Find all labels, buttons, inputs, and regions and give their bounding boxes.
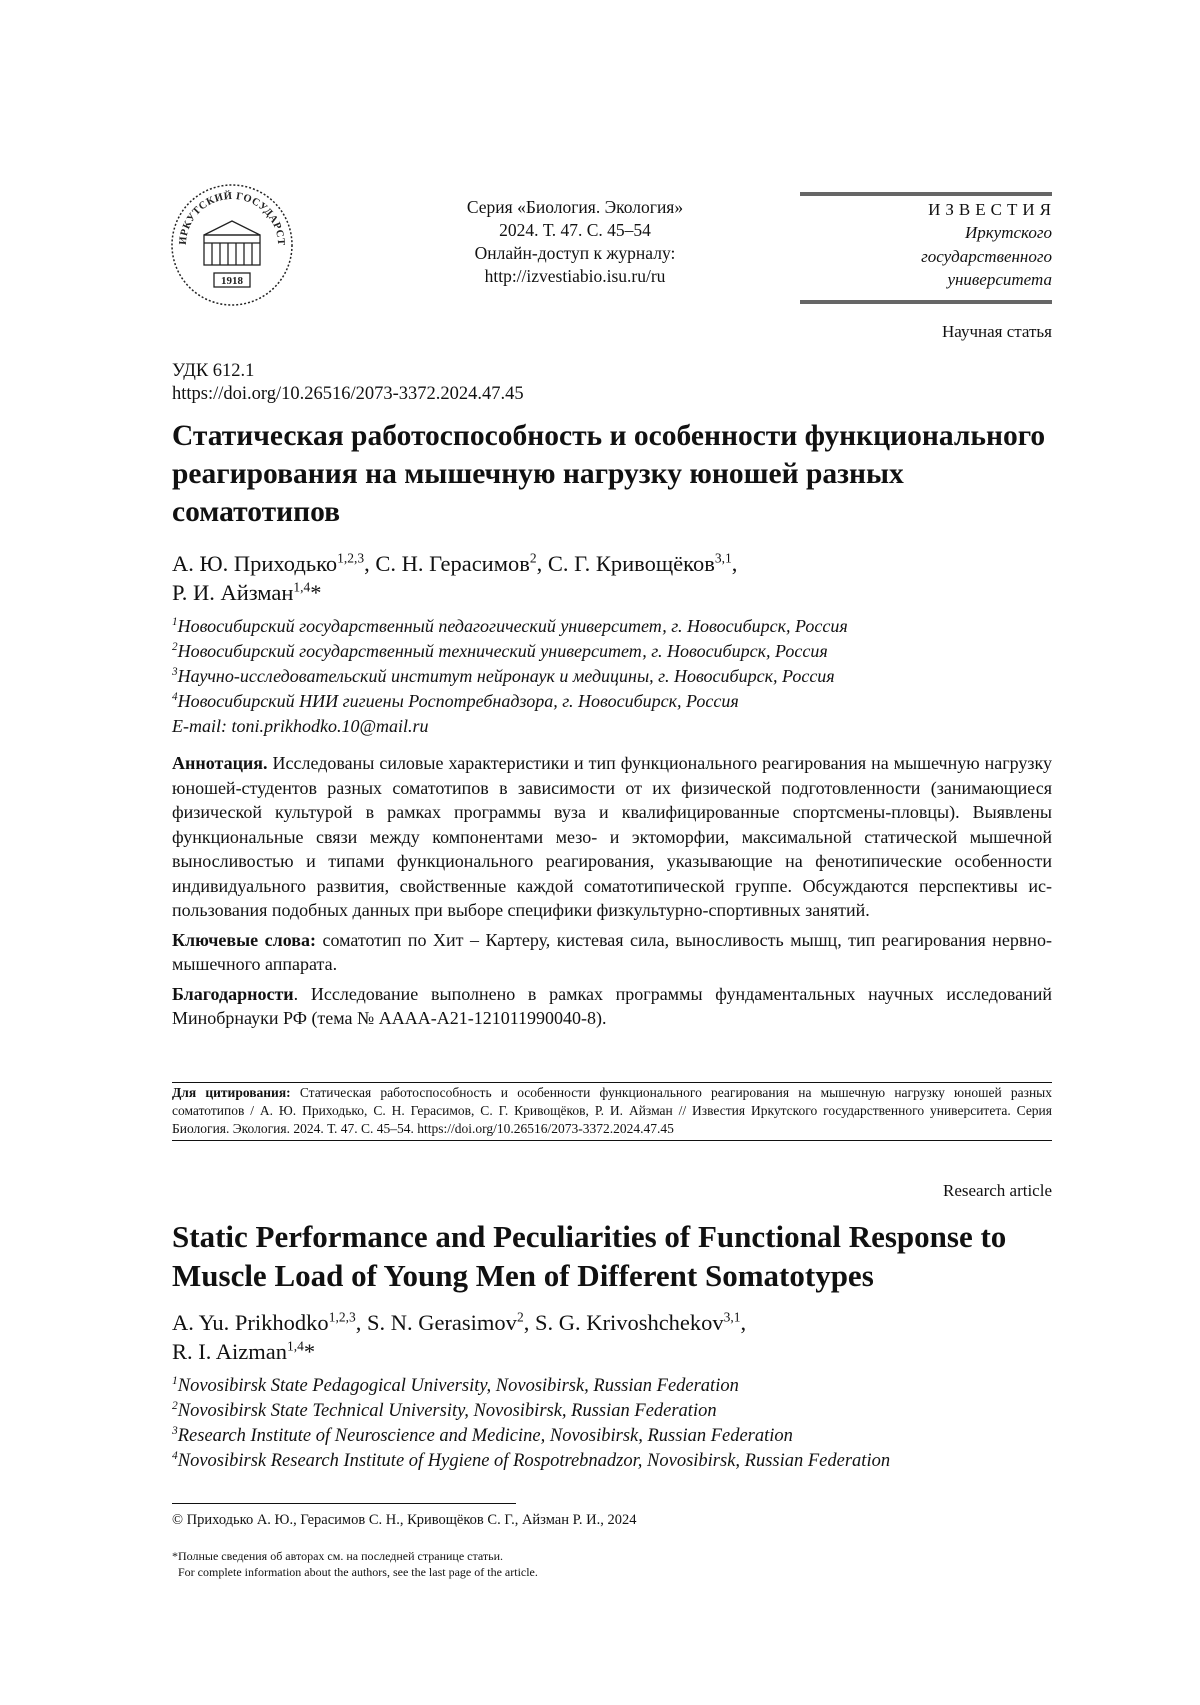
seal-arc-text: ИРКУТСКИЙ ГОСУДАРСТ bbox=[177, 190, 287, 247]
affiliation-number: 4 bbox=[172, 1449, 178, 1462]
contact-email[interactable]: E-mail: toni.prikhodko.10@mail.ru bbox=[172, 716, 429, 736]
author-name: Р. И. Айзман bbox=[172, 580, 294, 605]
authors-en bbox=[172, 1308, 1052, 1366]
affiliation-text: Новосибирский государственный педагогический университет, г. Новосибирск, Россия bbox=[177, 616, 848, 636]
acknowledgements-text: . Исследование выполнено в рамках программы фундаментальных научных исследований Минобрнауки РФ (тема № АААА-А21-121011990040-8). bbox=[172, 983, 1052, 1028]
affiliation bbox=[172, 639, 1052, 664]
keywords-text: соматотип по Хит – Картеру, кистевая сила, выносливость мышц, тип реагирования нервно-мышечного аппарата. bbox=[172, 929, 1053, 974]
footnote bbox=[172, 1548, 538, 1580]
author-name: S. G. Krivoshchekov bbox=[534, 1310, 724, 1335]
series-line: Онлайн-доступ к журналу: bbox=[474, 243, 676, 263]
abstract-section-ru bbox=[172, 751, 1052, 1036]
affiliation-text: Новосибирский государственный технический университет, г. Новосибирск, Россия bbox=[177, 641, 828, 661]
article-type-en: Research article bbox=[942, 1181, 1052, 1200]
author-affil-sup: 1,4 bbox=[286, 1338, 304, 1354]
abstract-label: Аннотация. bbox=[172, 753, 268, 773]
author-affil-sup: 2 bbox=[529, 550, 537, 566]
affiliation bbox=[172, 1449, 1052, 1474]
affiliation-number: 1 bbox=[172, 616, 178, 628]
affiliation bbox=[172, 1374, 1052, 1399]
journal-title: ИЗВЕСТИЯ bbox=[928, 200, 1056, 219]
affiliation-text: Research Institute of Neuroscience and Medicine, Novosibirsk, Russian Federation bbox=[177, 1426, 793, 1446]
affiliation bbox=[172, 614, 1052, 639]
keywords-label: Ключевые слова: bbox=[172, 929, 316, 950]
journal-url[interactable]: http://izvestiabio.isu.ru/ru bbox=[484, 266, 666, 286]
article-type-ru: Научная статья bbox=[941, 322, 1052, 341]
author-separator: , bbox=[536, 551, 548, 576]
author-separator: * bbox=[303, 1339, 316, 1364]
footnote-en: For complete information about the authors, see the last page of the article. bbox=[178, 1565, 538, 1579]
author-affil-sup: 2 bbox=[516, 1309, 524, 1325]
series-line: 2024. Т. 47. С. 45–54 bbox=[499, 220, 651, 240]
affiliation-text: Новосибирский НИИ гигиены Роспотребнадзора, г. Новосибирск, Россия bbox=[177, 691, 739, 711]
affiliation bbox=[172, 1399, 1052, 1424]
affiliation-number: 1 bbox=[172, 1374, 178, 1387]
title-ru: Статическая работоспособность и особенности функционального реагирования на мышечную нагрузку юношей разных соматотипов bbox=[172, 420, 1046, 528]
citation-text: Статическая работоспособность и особенности функционального реагирования на мышечную нагрузку юношей разных соматотипов / А. Ю. Приходько, С. Н. Герасимов, С. Г. Кривощёков, Р. И. Айзман // Известия Иркутского государственного университета. Серия Биология. Экология. 2024. Т. 47. С. 45–54. https://doi.org/10.26516/2073-3372.2024.47.45 bbox=[172, 1085, 1053, 1136]
citation-label: Для цитирования: bbox=[172, 1085, 291, 1100]
affiliation-number: 2 bbox=[172, 641, 178, 653]
author-separator: , bbox=[740, 1310, 747, 1335]
affiliation-text: Novosibirsk State Technical University, Novosibirsk, Russian Federation bbox=[177, 1401, 717, 1421]
author-name: S. N. Gerasimov bbox=[366, 1310, 517, 1335]
affiliations-en bbox=[172, 1374, 1052, 1474]
author-affil-sup: 3,1 bbox=[723, 1309, 741, 1325]
affiliation-text: Научно-исследовательский институт нейронаук и медицины, г. Новосибирск, Россия bbox=[177, 666, 835, 686]
acknowledgements-ru bbox=[172, 982, 1052, 1031]
citation-box bbox=[172, 1082, 1052, 1141]
series-info bbox=[395, 196, 755, 288]
journal-subtitle-line: Иркутского bbox=[964, 223, 1052, 242]
author-name: С. Н. Герасимов bbox=[375, 551, 530, 576]
abstract-text: Исследованы силовые характеристики и тип функционального реагирования на мышечную нагрузку юношей-студентов разных соматотипов в зависимости от их физической подготовленности (занимающиеся физической культурой в рамках программы вуза и квалифицированные спортсмены-пловцы). Выявлены функциональные связи между компонентами мезо- и эктоморфии, максимальной статической мышечной выносливостью и типами функционального реагирования, указывающие на фенотипические особенности индивидуального развития, свойственные каждой соматотипической группе. Обсуждаются перспективы использования подобных данных при выборе специфики физкультурно-спортивных занятий. bbox=[172, 753, 1052, 920]
authors-ru bbox=[172, 549, 1052, 607]
journal-subtitle-line: университета bbox=[947, 270, 1052, 289]
author-separator: , bbox=[523, 1310, 535, 1335]
affiliation-text: Novosibirsk Research Institute of Hygiene of Rospotrebnadzor, Novosibirsk, Russian Federation bbox=[177, 1451, 891, 1471]
affiliation bbox=[172, 1424, 1052, 1449]
affiliation-number: 3 bbox=[172, 666, 178, 678]
acknowledgements-label: Благодарности bbox=[172, 983, 294, 1004]
author-name: A. Yu. Prikhodko bbox=[172, 1310, 329, 1335]
author-name: R. I. Aizman bbox=[172, 1339, 287, 1364]
doi-link[interactable]: https://doi.org/10.26516/2073-3372.2024.47.45 bbox=[172, 384, 524, 404]
affiliation bbox=[172, 689, 1052, 714]
author-affil-sup: 1,2,3 bbox=[337, 550, 365, 566]
author-name: С. Г. Кривощёков bbox=[547, 551, 715, 576]
copyright: © Приходько А. Ю., Герасимов С. Н., Кривощёков С. Г., Айзман Р. И., 2024 bbox=[172, 1512, 637, 1528]
affiliation-number: 2 bbox=[172, 1399, 178, 1412]
affiliations-ru bbox=[172, 614, 1052, 739]
affiliation-number: 3 bbox=[172, 1424, 178, 1437]
title-en: Static Performance and Peculiarities of Functional Response to Muscle Load of Young Men of Different Somatotypes bbox=[172, 1219, 1007, 1293]
journal-name-block bbox=[800, 192, 1056, 304]
journal-subtitle-line: государственного bbox=[921, 246, 1052, 266]
university-seal-logo bbox=[170, 183, 294, 307]
footnote-ru: *Полные сведения об авторах см. на последней странице статьи. bbox=[172, 1549, 504, 1563]
keywords-ru bbox=[172, 928, 1052, 977]
udk-code: УДК 612.1 bbox=[172, 361, 255, 381]
abstract-ru bbox=[172, 751, 1052, 923]
affiliation-text: Novosibirsk State Pedagogical University, Novosibirsk, Russian Federation bbox=[177, 1376, 739, 1396]
author-affil-sup: 3,1 bbox=[714, 550, 732, 566]
author-separator: , bbox=[364, 551, 376, 576]
author-affil-sup: 1,2,3 bbox=[328, 1309, 356, 1325]
author-separator: * bbox=[310, 580, 322, 605]
affiliation bbox=[172, 664, 1052, 689]
svg-text:ИРКУТСКИЙ ГОСУДАРСТВЕННЫЙ УНИВ bbox=[170, 183, 286, 246]
author-separator: , bbox=[355, 1310, 367, 1335]
article-meta bbox=[172, 360, 1052, 406]
author-separator: , bbox=[731, 551, 738, 576]
footnote-divider bbox=[172, 1503, 516, 1504]
author-name: А. Ю. Приходько bbox=[172, 551, 338, 576]
affiliation-number: 4 bbox=[172, 691, 178, 703]
seal-year: 1918 bbox=[221, 275, 243, 287]
author-affil-sup: 1,4 bbox=[293, 579, 311, 595]
series-line: Серия «Биология. Экология» bbox=[466, 197, 684, 217]
